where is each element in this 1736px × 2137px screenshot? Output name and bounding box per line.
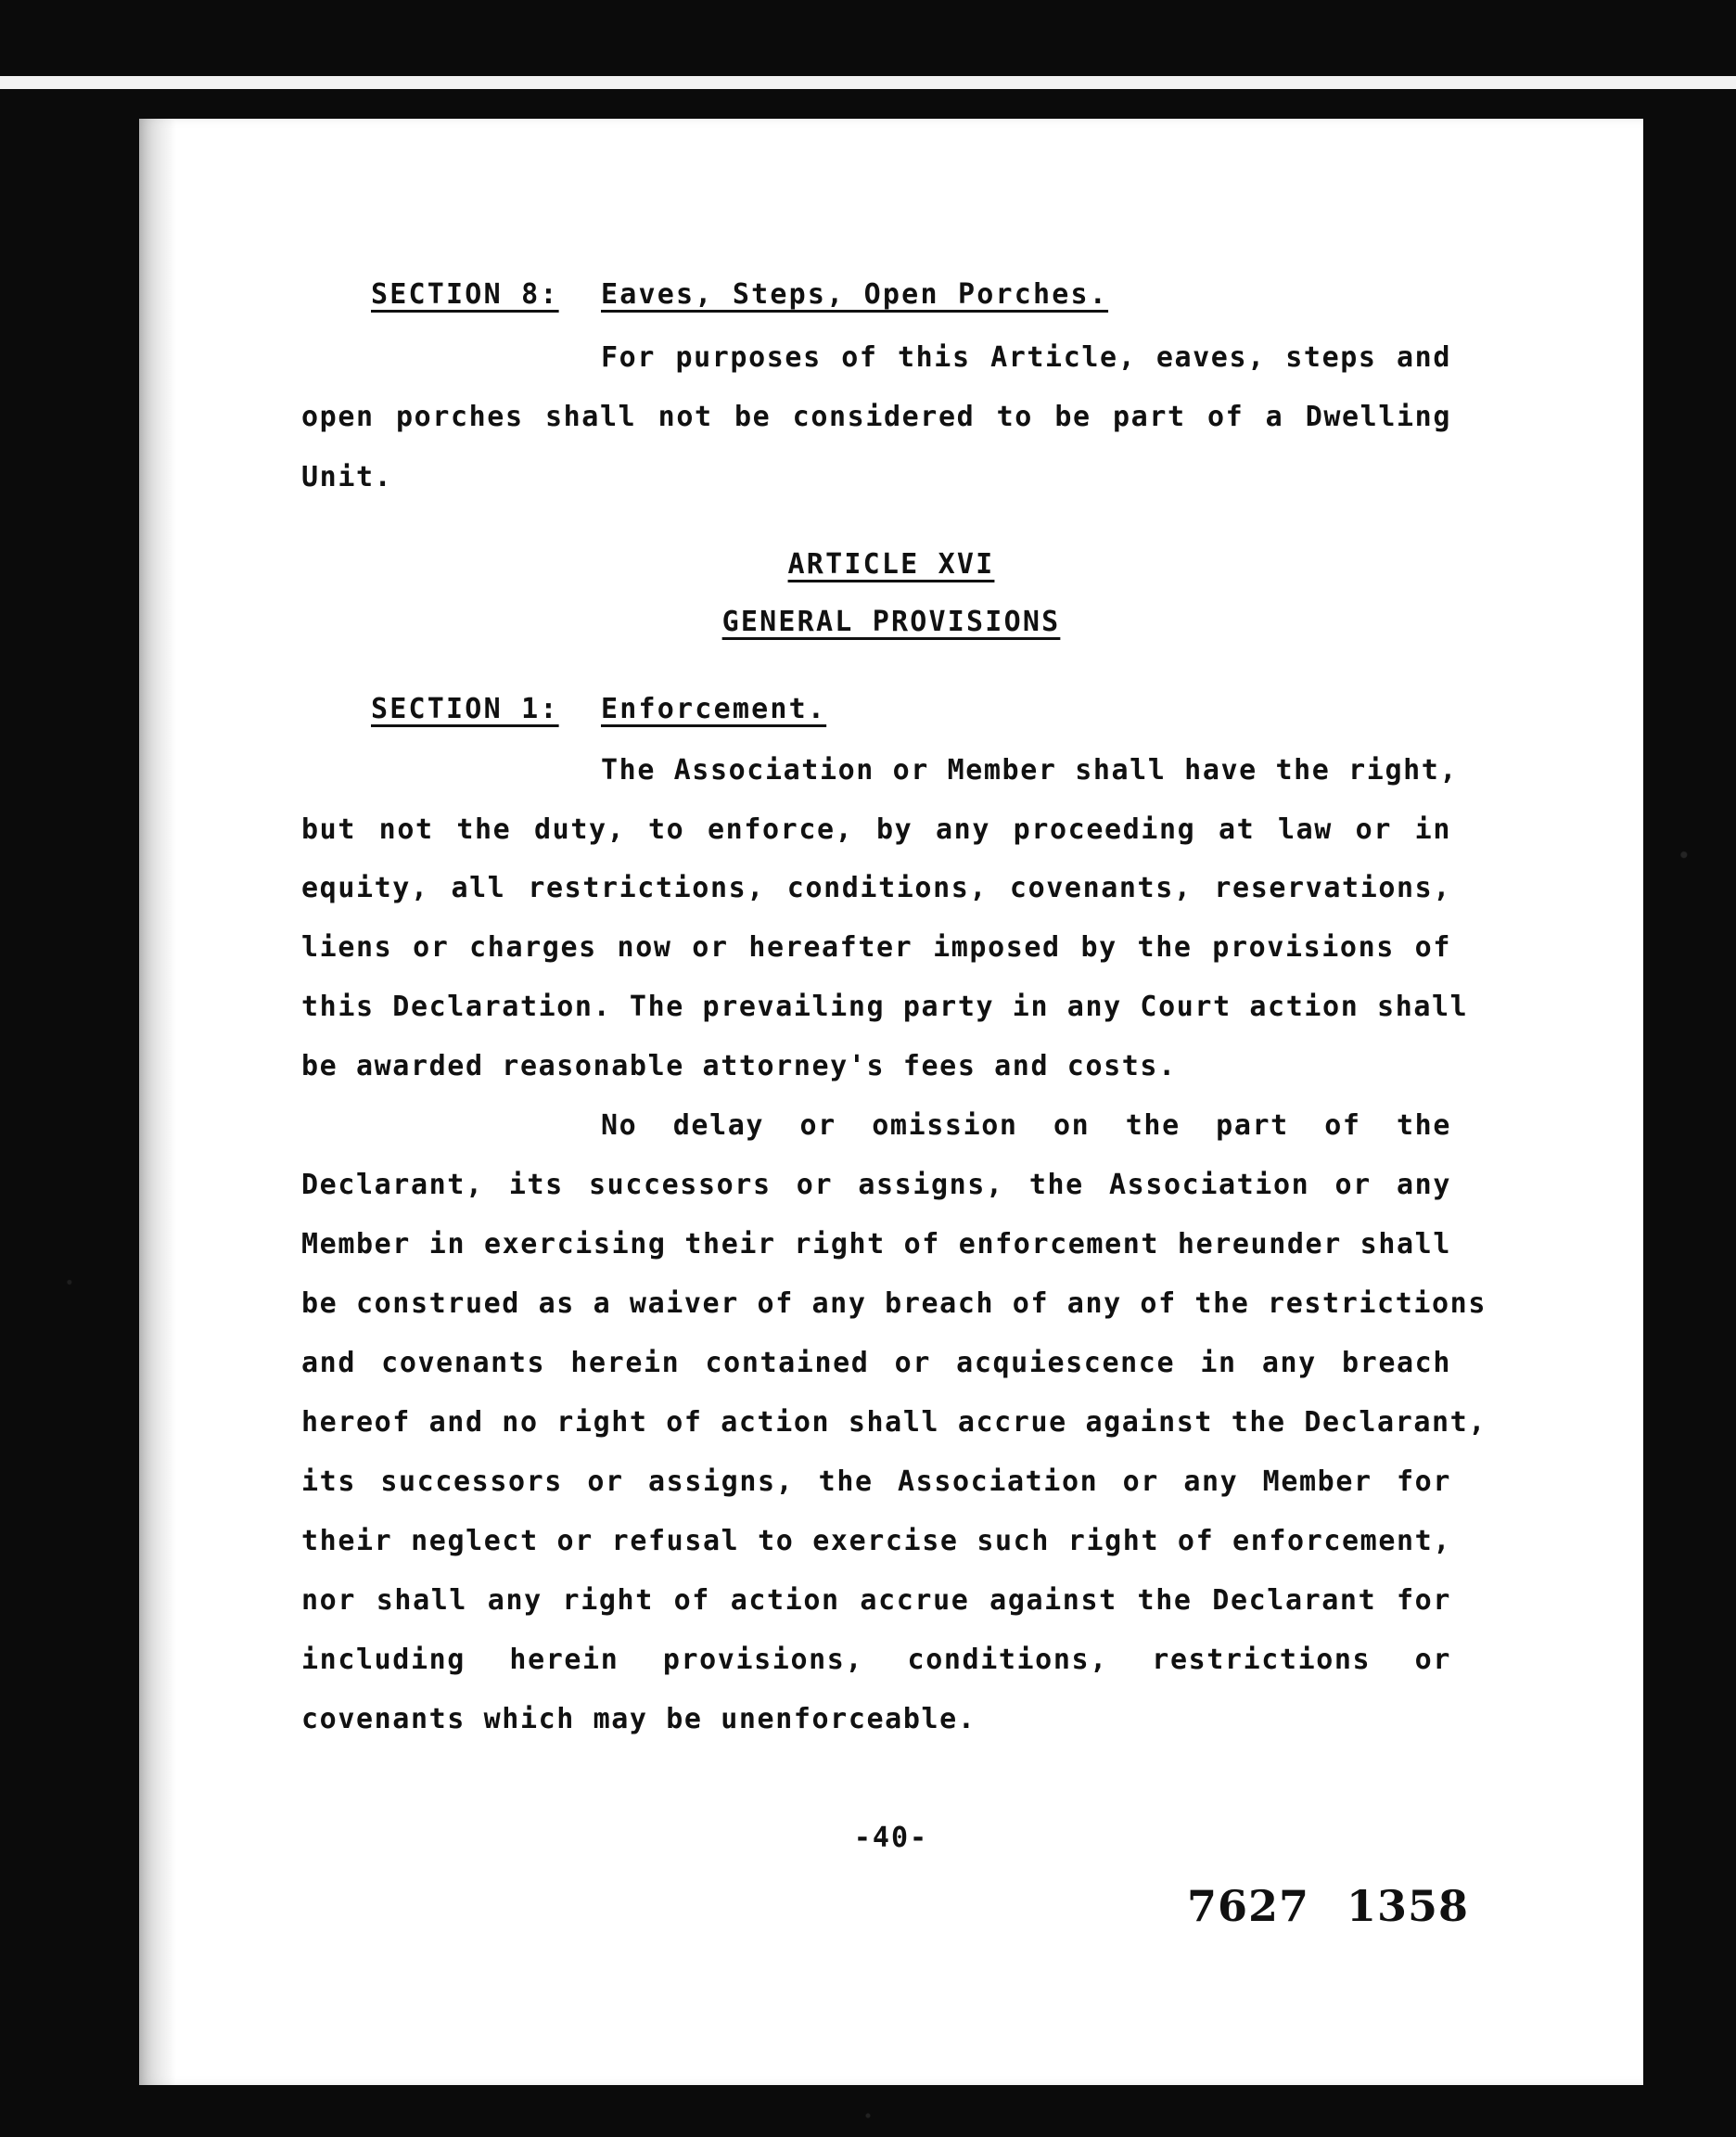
scanner-edge-strip — [0, 76, 1736, 89]
section-8-line-2: open porches shall not be considered to be part of a Dwelling — [301, 401, 1451, 433]
para-2-line-5: and covenants herein contained or acquiescence in any breach — [301, 1347, 1451, 1379]
section-8-label: SECTION 8: — [371, 278, 559, 311]
section-8-title: Eaves, Steps, Open Porches. — [601, 278, 1109, 311]
para-2-line-1: No delay or omission on the part of the — [601, 1109, 1451, 1142]
para-2-line-2: Declarant, its successors or assigns, the Association or any — [301, 1169, 1451, 1201]
para-2-line-6: hereof and no right of action shall accrue against the Declarant, — [301, 1406, 1487, 1439]
para-2-line-4: be construed as a waiver of any breach of any of the restrictions — [301, 1287, 1487, 1320]
para-1-line-3: equity, all restrictions, conditions, covenants, reservations, — [301, 872, 1451, 904]
recording-stamp-book: 7627 — [1187, 1881, 1310, 1931]
para-2-line-10: including herein provisions, conditions, restrictions or — [301, 1644, 1451, 1676]
para-2-line-7: its successors or assigns, the Association or any Member for — [301, 1465, 1451, 1498]
section-1-label: SECTION 1: — [371, 693, 559, 725]
section-8-line-3: Unit. — [301, 461, 393, 493]
para-2-line-3: Member in exercising their right of enforcement hereunder shall — [301, 1228, 1451, 1260]
article-number-text: ARTICLE XVI — [787, 548, 995, 581]
article-title-text: GENERAL PROVISIONS — [721, 606, 1061, 638]
section-1-title: Enforcement. — [601, 693, 827, 725]
para-1-line-1: The Association or Member shall have the right, — [601, 754, 1459, 787]
para-2-line-8: their neglect or refusal to exercise such right of enforcement, — [301, 1525, 1451, 1557]
article-title — [139, 608, 1643, 636]
page-number: -40- — [853, 1822, 929, 1854]
para-1-line-4: liens or charges now or hereafter imposed by the provisions of — [301, 931, 1451, 964]
para-1-line-6: be awarded reasonable attorney's fees and costs. — [301, 1050, 1177, 1082]
section-8-line-1: For purposes of this Article, eaves, steps and — [601, 341, 1451, 374]
recording-stamp-page: 1358 — [1347, 1881, 1470, 1931]
article-number — [139, 548, 1643, 581]
para-1-line-5: this Declaration. The prevailing party in any Court action shall — [301, 991, 1469, 1023]
para-1-line-2: but not the duty, to enforce, by any proceeding at law or in — [301, 813, 1451, 846]
page-shadow-edge — [139, 119, 176, 2085]
para-2-line-11: covenants which may be unenforceable. — [301, 1703, 976, 1735]
para-2-line-9: nor shall any right of action accrue against the Declarant for — [301, 1584, 1451, 1617]
